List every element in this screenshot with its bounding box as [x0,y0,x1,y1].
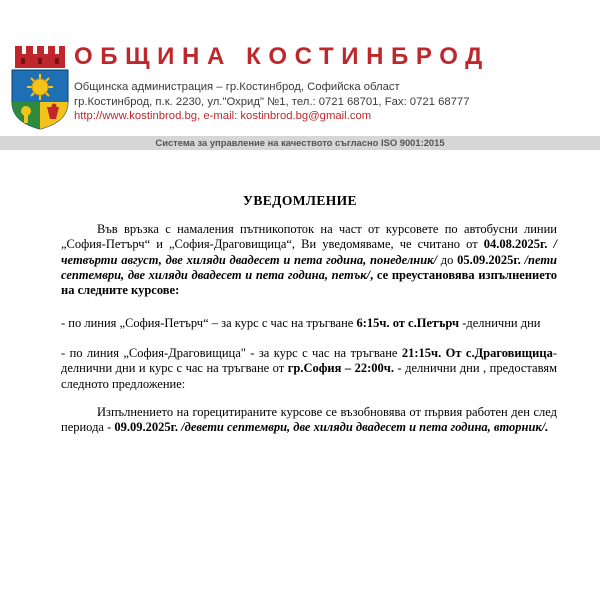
paragraph-intro: Във връзка с намаления пътникопоток на част от курсовете по автобусни линии „София-Петърч“ и „София-Драговищица“, Ви уведомяваме, че считано от 04.08.2025г. /четвърти август, две хиляди двадесет и пета година, понеделник/ до 05.09.2025г. /пети септември, две хиляди двадесет и пета година, петък/, се преустановява изпълнението на следните курсове: [61,222,558,298]
resume-date-words: /девети септември, две хиляди двадесет и пета година, вторник/. [181,420,549,435]
resume-date: 09.09.2025г. [114,420,179,435]
paragraph-resumption: Изпълнението на горецитираните курсове се възобновява от първия работен ден след периода - 09.09.2025г. /девети септември, две хиляди двадесет и пета година, вторник/. [61,405,557,435]
document-title: УВЕДОМЛЕНИЕ [243,193,357,208]
municipal-coat-of-arms-icon [9,44,71,130]
contact-links[interactable]: http://www.kostinbrod.bg, e-mail: kostinbrod.bg@gmail.com [74,110,372,122]
start-date-words: /четвърти август, две хиляди двадесет и пета година, понеделник/ [61,237,558,267]
paragraph-line-dragovishtitsa: - по линия „София-Драговищица" - за курс с час на тръгване 21:15ч. От с.Драговищица- делнични дни и курс с час на тръгване от гр.София – 22:00ч. - делнични дни , предоставям следното предложение: [61,346,558,391]
administration-line: Общинска администрация – гр.Костинброд, Софийска област [74,81,400,93]
departure-peturch: 6:15ч. от с.Петърч [356,316,460,330]
suspension-notice: се преустановява изпълнението на следните курсове: [61,267,557,298]
departure-dragovishtitsa: 21:15ч. От с.Драговищица [401,346,553,360]
iso-banner: Система за управление на качеството съгласно ISO 9001:2015 [0,136,600,150]
end-date: 05.09.2025г. [457,252,521,267]
address-line: гр.Костинброд, п.к. 2230, ул."Охрид" №1, тел.: 0721 68701, Fax: 0721 68777 [74,96,470,108]
municipality-name: ОБЩИНА КОСТИНБРОД [74,43,490,70]
paragraph-line-peturch: - по линия „София-Петърч“ – за курс с час на тръгване 6:15ч. от с.Петърч -делнични дни [61,316,541,330]
end-date-words: /пети септември, две хиляди двадесет и пета година, петък/ [61,252,557,282]
letterhead [0,0,600,150]
departure-sofia: гр.София – 22:00ч. [287,361,394,376]
start-date: 04.08.2025г. [483,237,548,252]
